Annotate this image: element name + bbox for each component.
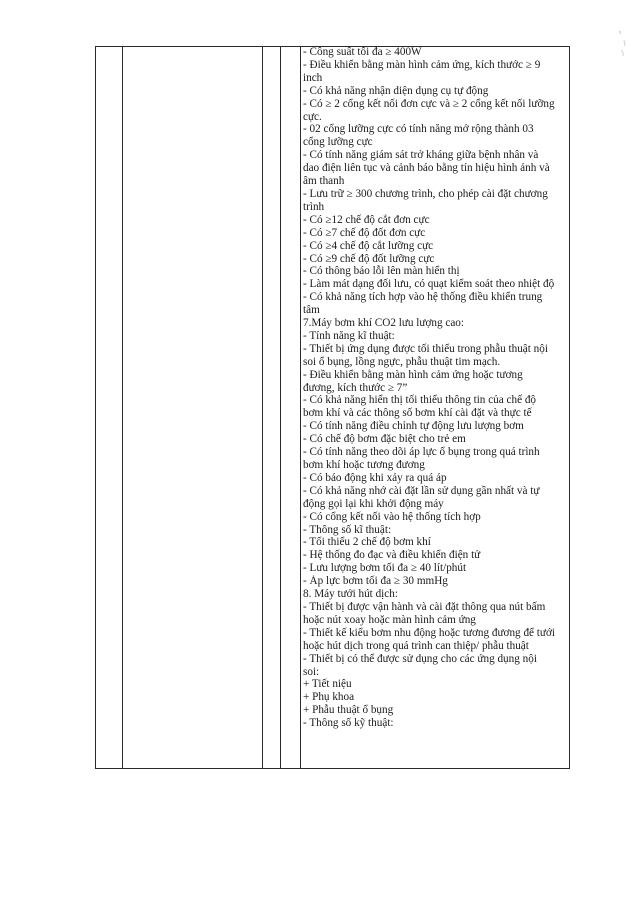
document-line: - Có ≥4 chế độ cắt lưỡng cực — [303, 239, 434, 252]
document-line: - Điều khiển bằng màn hình cảm ứng hoặc tương — [303, 368, 523, 381]
document-line: - Có báo động khi xảy ra quá áp — [303, 471, 447, 484]
document-line: động gọi lại khi khởi động máy — [303, 497, 444, 510]
table-border-bottom — [95, 768, 570, 769]
document-line: inch — [303, 71, 323, 84]
document-line: - Có tính năng điều chỉnh tự động lưu lượng bơm — [303, 420, 524, 433]
table-column-rule-2 — [262, 46, 263, 769]
document-line: - Có khả năng nhớ cài đặt lần sử dụng gần nhất và tự — [303, 484, 540, 497]
table-column-rule-3 — [280, 46, 281, 769]
document-line: - 02 cổng lưỡng cực có tính năng mở rộng thành 03 — [303, 123, 534, 136]
document-line: - Có ≥12 chế độ cắt đơn cực — [303, 213, 430, 226]
document-line: - Có tính năng giám sát trở kháng giữa bệnh nhân và — [303, 149, 539, 162]
document-line: - Thông số kỹ thuật: — [303, 717, 394, 730]
document-line: + Phẫu thuật ổ bụng — [303, 704, 394, 717]
document-line: - Công suất tối đa ≥ 400W — [303, 46, 422, 58]
document-line: hoặc hút dịch trong quá trình can thiệp/ phẫu thuật — [303, 639, 529, 652]
document-line: - Điều khiển bằng màn hình cảm ứng, kích thước ≥ 9 — [303, 58, 541, 71]
document-line: hoặc nút xoay hoặc màn hình cảm ứng — [303, 613, 476, 626]
document-line: - Hệ thống đo đạc và điều khiển điện tử — [303, 549, 481, 562]
document-line: - Thông số kĩ thuật: — [303, 523, 392, 536]
document-line: - Lưu lượng bơm tối đa ≥ 40 lít/phút — [303, 562, 467, 575]
table-border-right — [569, 46, 570, 769]
document-line: dao điện liên tục và cảnh báo bằng tín hiệu hình ảnh và — [303, 162, 550, 175]
document-line: đương, kích thước ≥ 7” — [303, 381, 408, 394]
document-line: - Thiết kế kiểu bơm nhu động hoặc tương đương để tưới — [303, 626, 555, 639]
document-line: - Có thông báo lỗi lên màn hiển thị — [303, 265, 460, 278]
document-line: - Tối thiểu 2 chế độ bơm khí — [303, 536, 431, 549]
document-line: - Có cổng kết nối vào hệ thống tích hợp — [303, 510, 481, 523]
document-line: 7.Máy bơm khí CO2 lưu lượng cao: — [303, 317, 464, 330]
document-line: - Tính năng kĩ thuật: — [303, 329, 395, 342]
document-line: cổng lưỡng cực — [303, 136, 373, 149]
document-line: - Có ≥ 2 cổng kết nối đơn cực và ≥ 2 cổng kết nối lưỡng — [303, 97, 555, 110]
document-line: âm thanh — [303, 175, 345, 188]
document-line: - Có khả năng nhận diện dụng cụ tự động — [303, 84, 489, 97]
table-column-rule-4 — [300, 46, 301, 769]
document-line: - Có ≥7 chế độ đốt đơn cực — [303, 226, 426, 239]
document-line: bơm khí và các thông số bơm khí cài đặt và thực tế — [303, 407, 532, 420]
document-line: - Thiết bị được vận hành và cài đặt thông qua nút bấm — [303, 600, 546, 613]
document-line: - Lưu trữ ≥ 300 chương trình, cho phép cài đặt chương — [303, 187, 548, 200]
document-line: - Có chế độ bơm đặc biệt cho trẻ em — [303, 433, 466, 446]
document-line: + Phụ khoa — [303, 691, 355, 704]
document-line: - Có khả năng tích hợp vào hệ thống điều khiển trung — [303, 291, 543, 304]
document-line: - Có tính năng theo dõi áp lực ổ bụng trong quá trình — [303, 446, 540, 459]
scan-mark-icon — [616, 28, 630, 60]
document-line: tâm — [303, 304, 320, 317]
document-line: 8. Máy tưới hút dịch: — [303, 588, 398, 601]
table-column-rule-1 — [122, 46, 123, 769]
document-line: trình — [303, 200, 325, 213]
document-line: + Tiết niệu — [303, 678, 352, 691]
document-line: - Làm mát dạng đối lưu, có quạt kiểm soát theo nhiệt độ — [303, 278, 555, 291]
document-line: cực. — [303, 110, 322, 123]
document-line: - Áp lực bơm tối đa ≥ 30 mmHg — [303, 575, 448, 588]
document-line: soi ổ bụng, lồng ngực, phẫu thuật tim mạch. — [303, 355, 501, 368]
document-line: - Có ≥9 chế độ đốt lưỡng cực — [303, 252, 435, 265]
document-line: soi: — [303, 665, 320, 678]
document-line: - Thiết bị ứng dụng được tối thiểu trong phẫu thuật nội — [303, 342, 548, 355]
document-line: - Có khả năng hiển thị tối thiểu thông tin của chế độ — [303, 394, 537, 407]
table-border-left — [95, 46, 96, 769]
document-line: - Thiết bị có thể được sử dụng cho các ứng dụng nội — [303, 652, 537, 665]
specification-text-cell — [303, 46, 567, 730]
document-line: bơm khí hoặc tương đương — [303, 459, 425, 471]
